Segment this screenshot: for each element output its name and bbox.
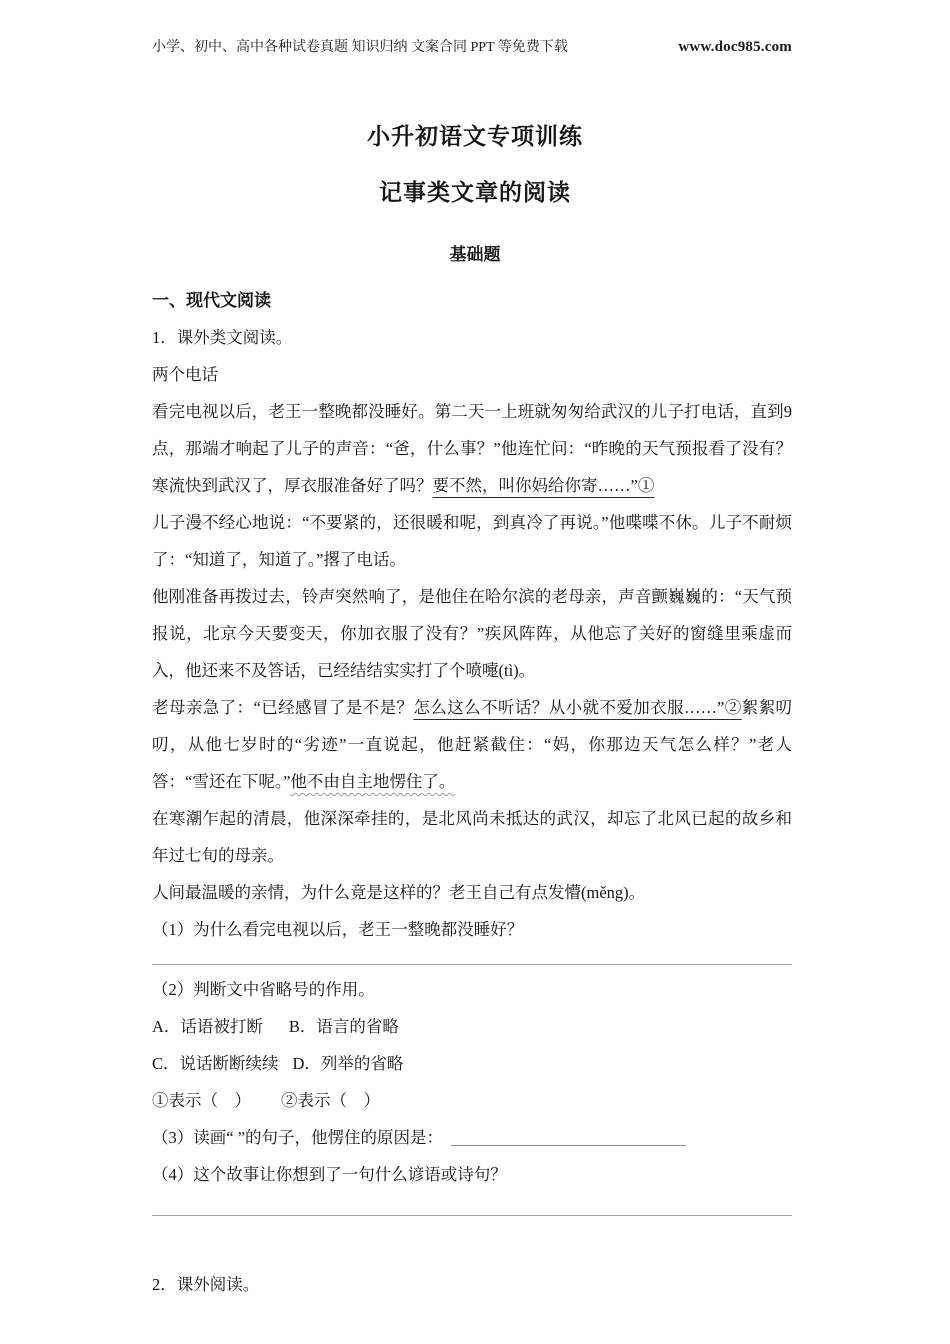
item-2-label: 2．课外阅读。 [152, 1275, 260, 1294]
fill-blank-1: ①表示（ ） [152, 1091, 251, 1110]
passage-text: 老母亲急了：“已经感冒了是不是？ [152, 698, 414, 717]
passage-paragraph [152, 874, 792, 911]
option-d: D．列举的省略 [292, 1054, 404, 1073]
passage-title: 两个电话 [152, 365, 218, 384]
header-site-url: www.doc985.com [678, 39, 792, 55]
question-2: （2）判断文中省略号的作用。 [152, 980, 375, 999]
document-body [152, 282, 792, 1303]
passage-text: 儿子漫不经心地说：“不要紧的，还很暖和呢，到真冷了再说。”他喋喋不休。儿子不耐烦了：“知道了，知道了。”撂了电话。 [152, 513, 792, 569]
question-3 [152, 1119, 792, 1156]
question-2-options-row-1 [152, 1008, 792, 1045]
passage-text: 他刚准备再拨过去，铃声突然响了，是他住在哈尔滨的老母亲，声音颤巍巍的：“天气预报说，北京今天要变天，你加衣服了没有？”疾风阵阵，从他忘了关好的窗缝里乘虚而入，他还来不及答话，已经结结实实打了个喷嚏(tì)。 [152, 587, 792, 680]
answer-blank-line [152, 1215, 792, 1216]
question-1: （1）为什么看完电视以后，老王一整晚都没睡好？ [152, 920, 524, 939]
passage-body [152, 393, 792, 911]
question-2-options-row-2 [152, 1045, 792, 1082]
passage-text: 在寒潮乍起的清晨，他深深牵挂的，是北风尚未抵达的武汉，却忘了北风已起的故乡和年过七旬的母亲。 [152, 809, 792, 865]
section-heading: 一、现代文阅读 [152, 291, 271, 310]
option-c: C．说话断断续续 [152, 1054, 279, 1073]
question-4: （4）这个故事让你想到了一句什么谚语或诗句？ [152, 1165, 507, 1184]
question-3-text: （3）读画“ ”的句子，他愣住的原因是： [152, 1128, 444, 1147]
question-2-fill-row [152, 1082, 792, 1119]
underlined-sentence: 要不然，叫你妈给你寄……”① [432, 476, 655, 495]
page-header [152, 0, 792, 56]
inline-answer-blank [451, 1130, 686, 1147]
fill-blank-2: ②表示（ ） [281, 1091, 380, 1110]
passage-text: 絮絮叨叨，从他七岁时的“劣迹”一直说起，他赶紧截住：“妈，你那边天气怎么样？”老人答：“雪还在下呢。” [152, 698, 792, 791]
tier-label: 基础题 [449, 245, 501, 264]
option-b: B．语言的省略 [288, 1017, 399, 1036]
item-1-label: 1．课外类文阅读。 [152, 328, 293, 347]
passage-paragraph [152, 393, 792, 504]
passage-paragraph [152, 578, 792, 689]
passage-paragraph [152, 800, 792, 874]
underlined-sentence: 怎么这么不听话？从小就不爱加衣服……”② [413, 698, 742, 717]
document-title: 小升初语文专项训练 [367, 124, 583, 149]
passage-text: 人间最温暖的亲情，为什么竟是这样的？老王自己有点发懵(měng)。 [152, 883, 646, 902]
answer-blank-line [152, 964, 792, 965]
wavy-underlined-sentence: 他不由自主地愣住了。 [290, 772, 456, 791]
header-promo-text: 小学、初中、高中各种试卷真题 知识归纳 文案合同 PPT 等免费下载 [152, 40, 568, 55]
option-a: A．话语被打断 [152, 1017, 263, 1036]
document-subtitle: 记事类文章的阅读 [379, 180, 571, 205]
passage-paragraph [152, 504, 792, 578]
passage-paragraph [152, 689, 792, 800]
passage-text: 看完电视以后，老王一整晚都没睡好。第二天一上班就匆匆给武汉的儿子打电话，直到9点，那端才响起了儿子的声音：“爸，什么事？”他连忙问：“昨晚的天气预报看了没有？寒流快到武汉了，厚衣服准备好了吗？ [152, 402, 792, 495]
